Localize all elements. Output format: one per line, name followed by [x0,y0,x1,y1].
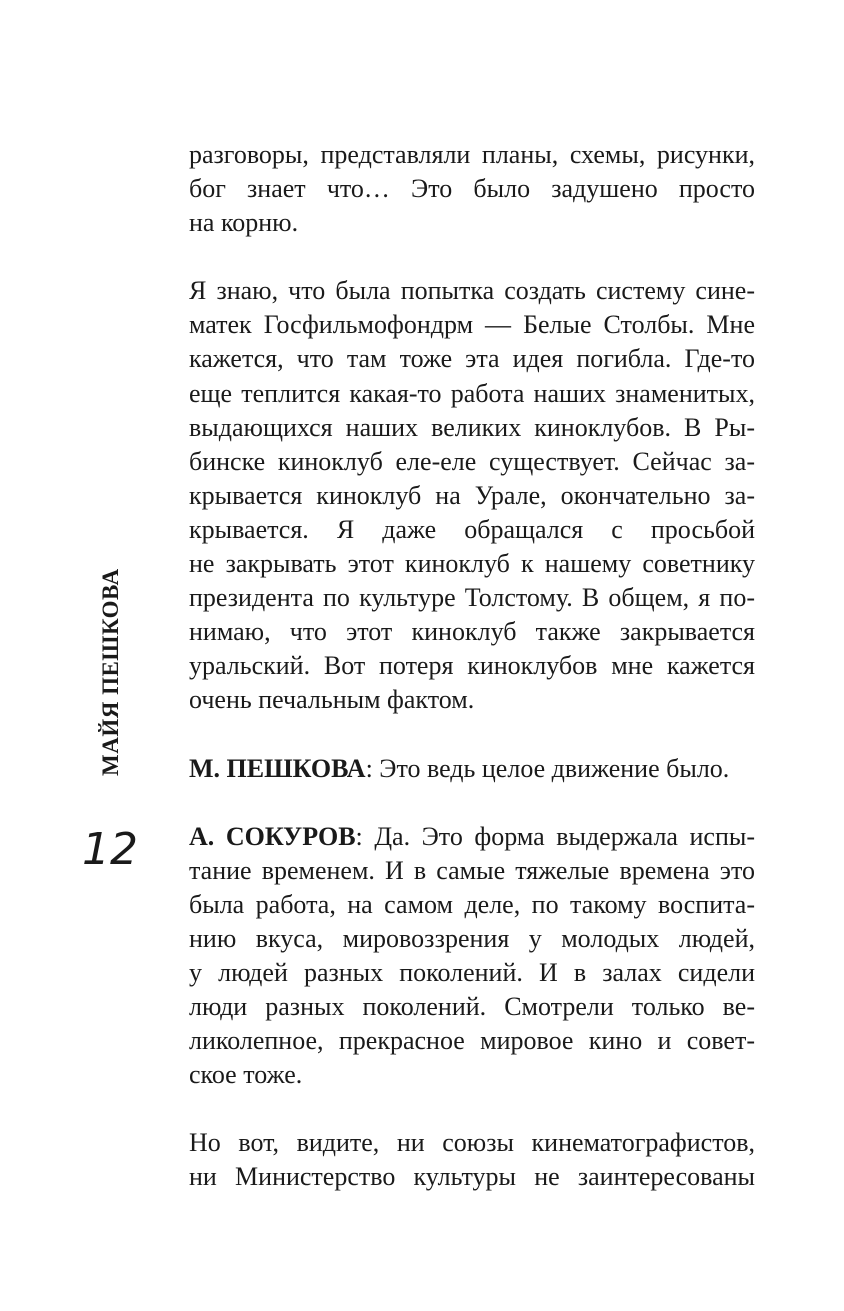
text-line: не закрывать этот киноклуб к нашему советнику [189,549,755,579]
text-line: крывается. Я даже обращался с просьбой [189,514,755,544]
dialogue-paragraph [189,820,755,1093]
text-line: бинске киноклуб еле-еле существует. Сейчас за- [189,446,755,476]
text-line: еще теплится какая-то работа наших знаменитых, [189,378,755,408]
text-line: крывается киноклуб на Урале, окончательно за- [189,480,755,510]
text-line: ское тоже. [189,1060,303,1090]
text-line: была работа, на самом деле, по такому воспита- [189,889,755,919]
text-line: бог знает что… Это было задушено просто [189,174,755,204]
text-line: выдающихся наших великих киноклубов. В Ры- [189,412,755,442]
paragraph [189,138,755,240]
text-line: на корню. [189,208,299,238]
text-line: нию вкуса, мировоззрения у молодых людей, [189,923,755,953]
text-line: президента по культуре Толстому. В общем, я по- [189,583,755,613]
text-line [189,820,755,854]
text-line: разговоры, представляли планы, схемы, рисунки, [189,140,755,169]
text-line: уральский. Вот потеря киноклубов мне кажется [189,651,755,681]
paragraph [189,274,755,717]
text-line: матек Госфильмофондрм — Белые Столбы. Мне [189,310,755,340]
text-line [189,752,755,786]
text-line: кажется, что там тоже эта идея погибла. Где-то [189,344,755,374]
text-line: нимаю, что этот киноклуб также закрывается [189,617,755,647]
text-line: Но вот, видите, ни союзы кинематографистов, [189,1128,755,1158]
text-line: люди разных поколений. Смотрели только ве- [189,992,755,1022]
text-line: ни Министерство культуры не заинтересованы [189,1162,755,1192]
text-line: Я знаю, что была попытка создать систему сине- [189,276,755,306]
text-line: очень печальным фактом. [189,685,475,715]
text-line: ликолепное, прекрасное мировое кино и совет- [189,1026,755,1056]
page-number: 12 [82,824,138,875]
running-head: МАЙЯ ПЕШКОВА [98,568,123,776]
speech-text: : Это ведь целое движение было. [365,753,730,783]
paragraph [189,1126,755,1194]
speaker-name: А. СОКУРОВ [189,821,356,851]
text-line: у людей разных поколений. И в залах сидели [189,957,755,987]
body-text [189,138,755,1229]
text-line: тание временем. И в самые тяжелые времена это [189,855,755,885]
dialogue-paragraph [189,752,755,786]
speech-text: : Да. Это форма выдержала испы- [355,821,756,851]
speaker-name: М. ПЕШКОВА [189,753,366,783]
